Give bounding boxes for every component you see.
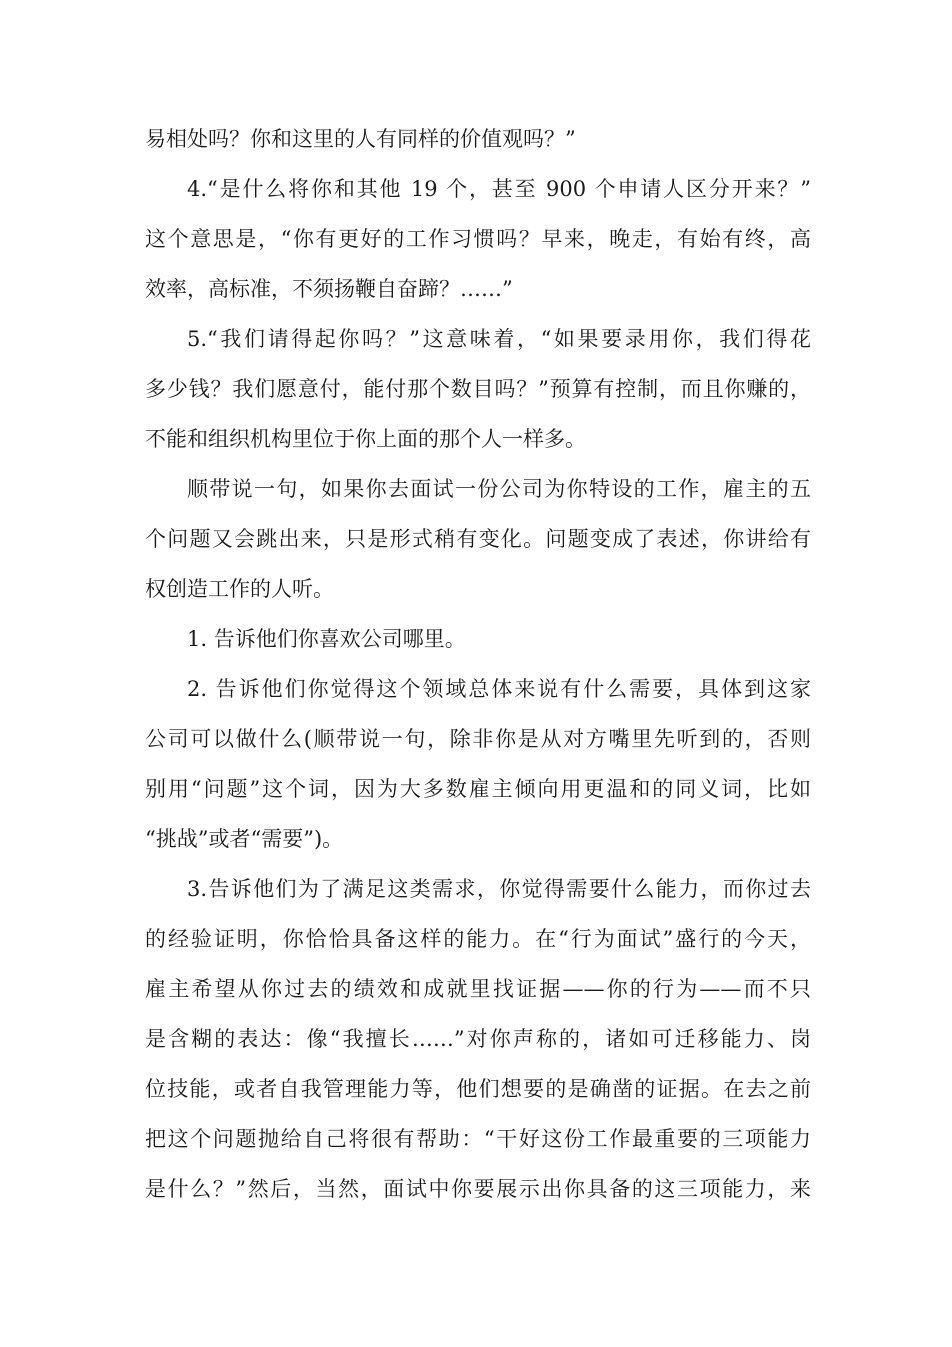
text-line: 顺带说一句，如果你去面试一份公司为你特设的工作，雇主的五	[187, 477, 811, 501]
text-line: 位技能，或者自我管理能力等，他们想要的是确凿的证据。在去之前	[145, 1077, 811, 1101]
text-line: 多少钱？我们愿意付，能付那个数目吗？”预算有控制，而且你赚的，	[145, 377, 811, 401]
text-line: 权创造工作的人听。	[145, 577, 334, 601]
text-line: 的经验证明，你恰恰具备这样的能力。在“行为面试”盛行的今天，	[145, 927, 811, 951]
text-line: 是含糊的表达：像“我擅长……”对你声称的，诸如可迁移能力、岗	[145, 1027, 811, 1051]
text-line: “挑战”或者“需要”)。	[145, 827, 344, 851]
document-body	[145, 114, 811, 1214]
text-line: 2. 告诉他们你觉得这个领域总体来说有什么需要，具体到这家	[187, 677, 811, 701]
text-line: 效率，高标准，不须扬鞭自奋蹄？……”	[145, 277, 513, 301]
text-line: 4.“是什么将你和其他 19 个，甚至 900 个申请人区分开来？”	[187, 177, 811, 201]
text-line: 不能和组织机构里位于你上面的那个人一样多。	[145, 427, 586, 451]
text-line: 雇主希望从你过去的绩效和成就里找证据——你的行为——而不只	[145, 977, 811, 1001]
text-line: 1. 告诉他们你喜欢公司哪里。	[187, 627, 466, 651]
text-line: 是什么？”然后，当然，面试中你要展示出你具备的这三项能力，来	[145, 1177, 811, 1201]
text-line: 3.告诉他们为了满足这类需求，你觉得需要什么能力，而你过去	[187, 877, 811, 901]
text-line: 个问题又会跳出来，只是形式稍有变化。问题变成了表述，你讲给有	[145, 527, 811, 551]
text-line: 别用“问题”这个词，因为大多数雇主倾向用更温和的同义词，比如	[145, 777, 811, 801]
text-line: 易相处吗？你和这里的人有同样的价值观吗？”	[145, 127, 576, 151]
text-line: 5.“我们请得起你吗？”这意味着，“如果要录用你，我们得花	[187, 327, 811, 351]
text-line: 公司可以做什么(顺带说一句，除非你是从对方嘴里先听到的，否则	[145, 727, 811, 751]
text-line: 这个意思是，“你有更好的工作习惯吗？早来，晚走，有始有终，高	[145, 227, 811, 251]
text-line: 把这个问题抛给自己将很有帮助：“干好这份工作最重要的三项能力	[145, 1127, 811, 1151]
